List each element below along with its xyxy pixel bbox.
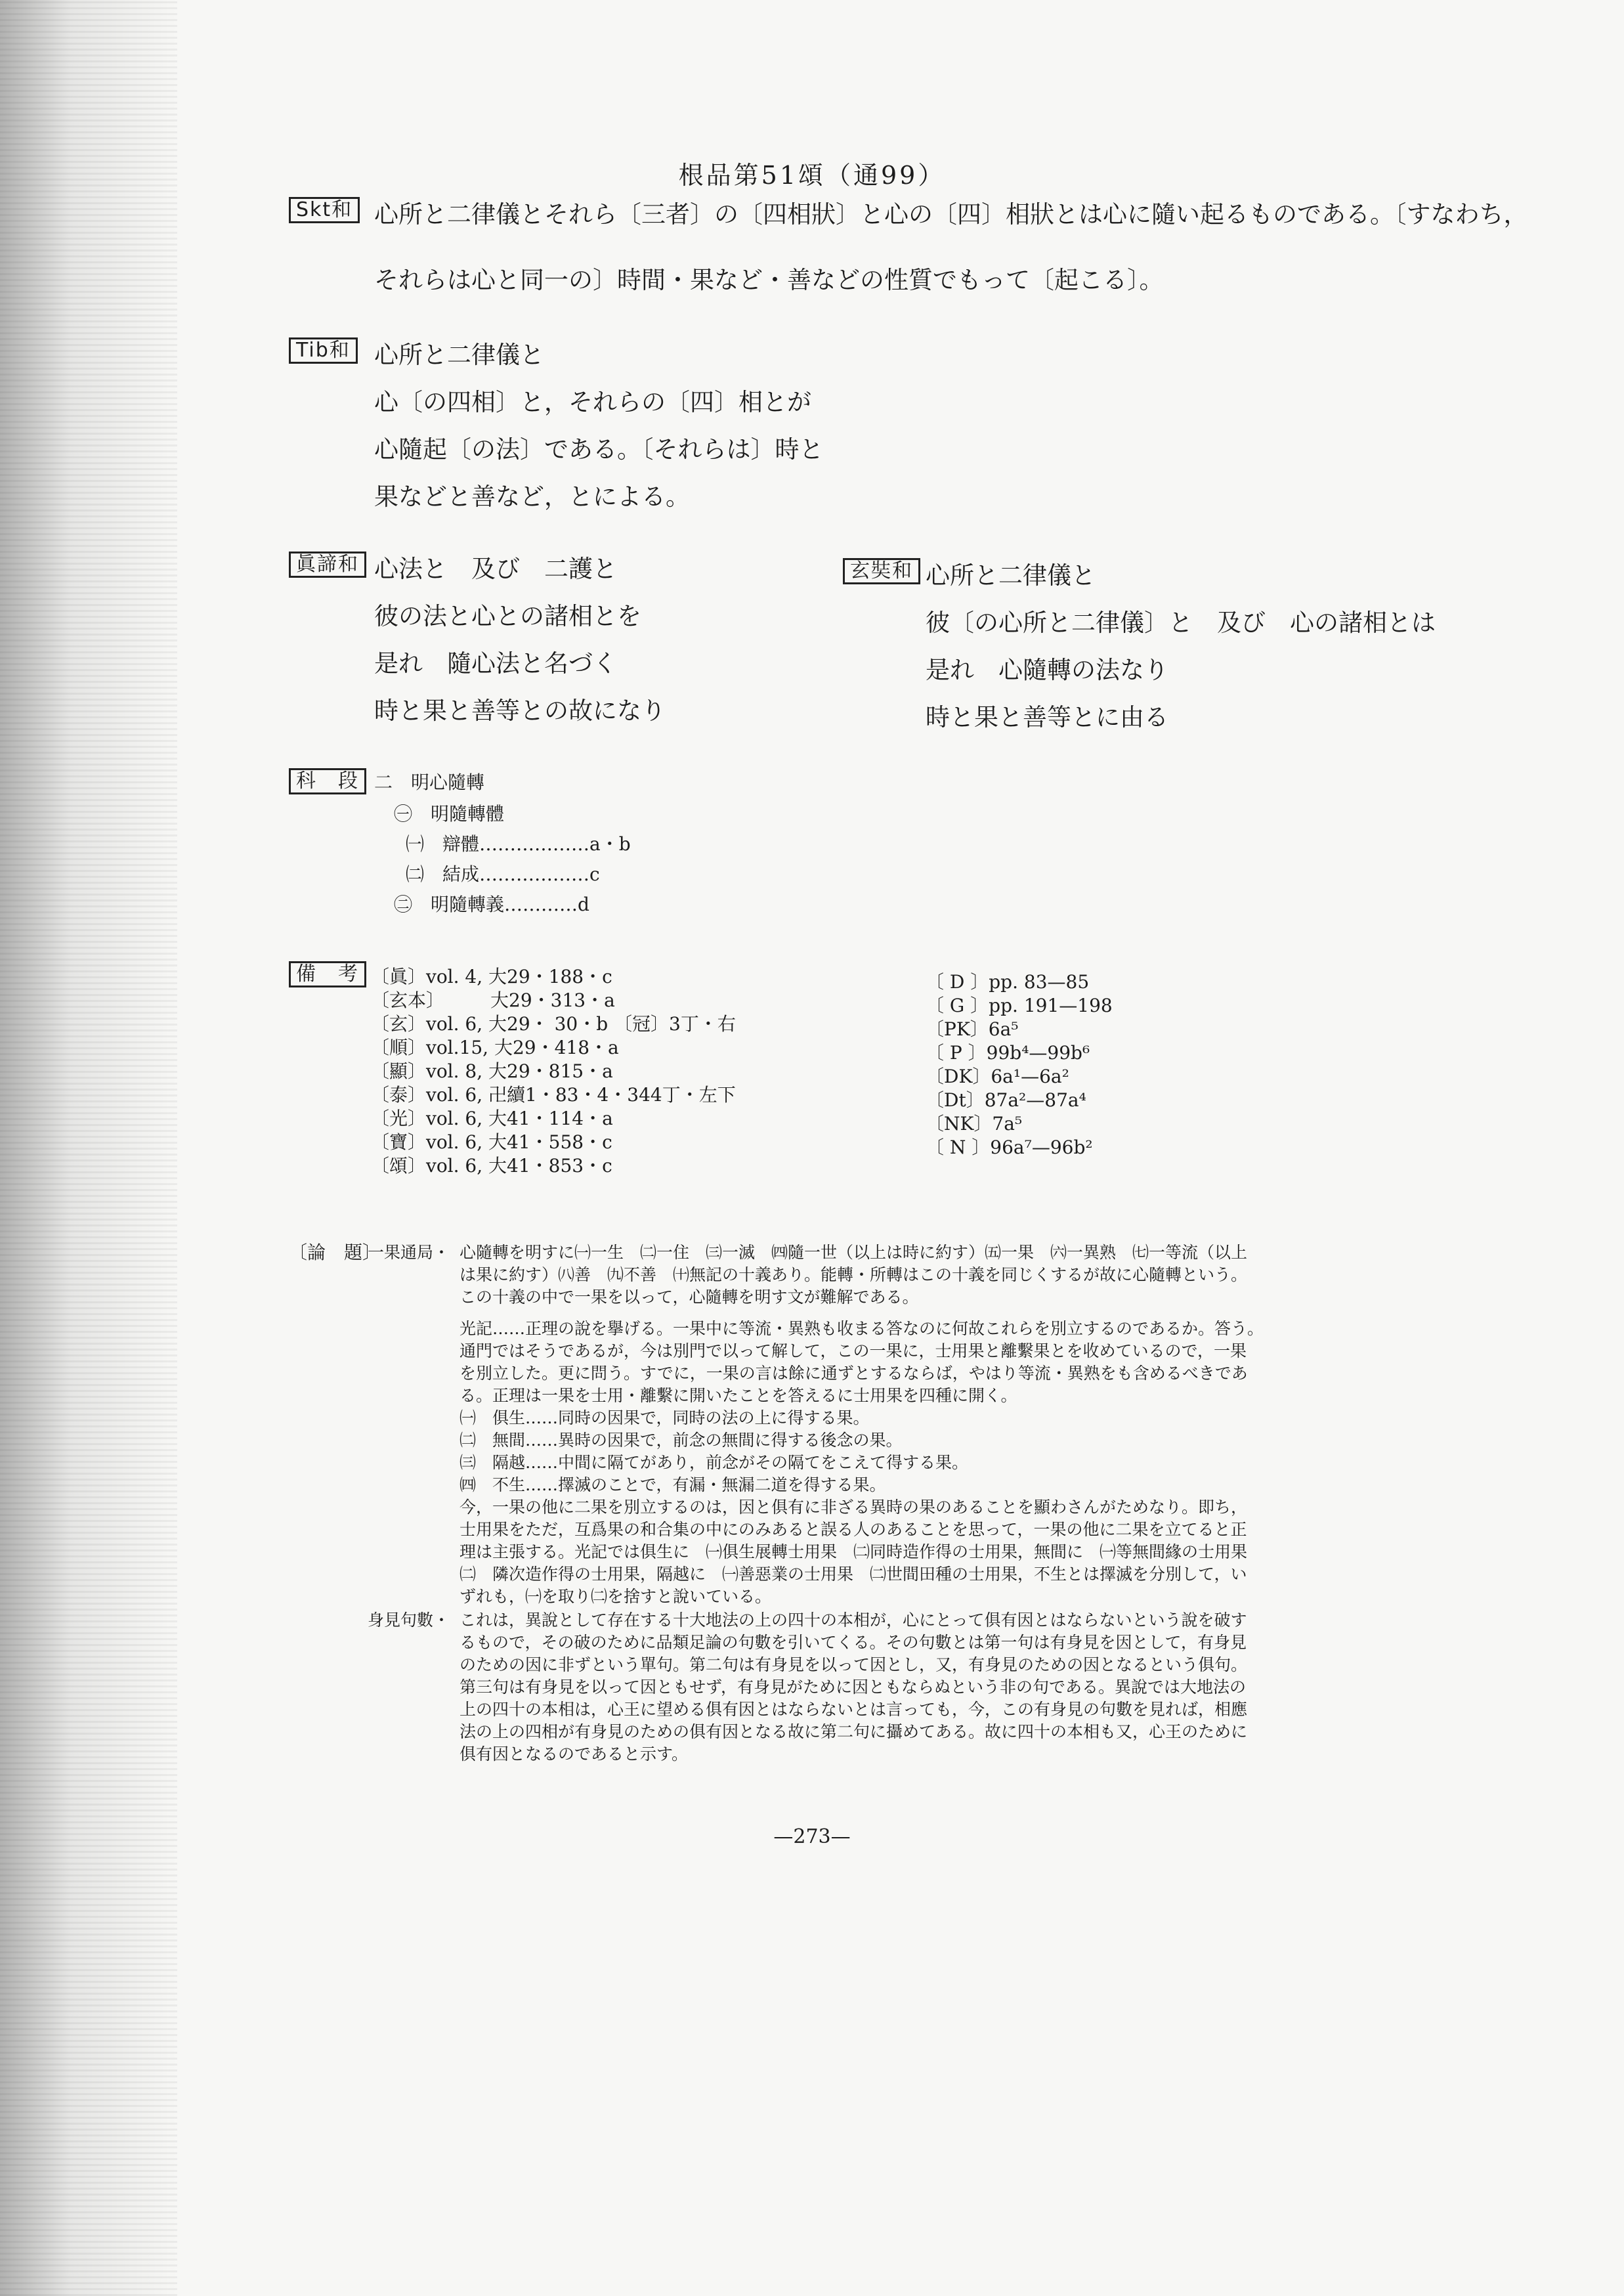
rondai-item1-line-6: を別立した。更に問う。すでに，一果の言は餘に通ずとするならば，やはり等流・異熟をも含めるべきであ	[459, 1364, 1248, 1383]
rondai-tag: 〔論 題〕	[289, 1242, 381, 1263]
biko-left-4: 〔順〕vol.15, 大29・418・a	[371, 1037, 619, 1058]
rondai-item2-line-5: 上の四十の本相は，心王に望める俱有因とはならないとは言っても，今，この有身見の句數を見れば，相應	[459, 1700, 1248, 1719]
rondai-item1-line-13: 士用果をただ，互爲果の和合集の中にのみあると誤る人のあることを思って，一果の他に二果を立てると正	[459, 1520, 1247, 1539]
shinta-line-1: 心法と 及び 二護と	[374, 555, 617, 583]
rondai-item2-line-2: るもので，その破のために品類足論の句數を引いてくる。その句數とは第一句は有身見を因として，有身見	[459, 1633, 1247, 1652]
biko-right-3: 〔PK〕6a⁵	[926, 1018, 1019, 1040]
shinta-line-2: 彼の法と心との諸相とを	[374, 602, 641, 630]
rondai-item1-line-8: ㈠ 俱生……同時の因果で，同時の法の上に得する果。	[459, 1408, 870, 1427]
biko-left-6: 〔泰〕vol. 6, 卍續1・83・4・344丁・左下	[371, 1084, 736, 1106]
rondai-item1-line-3: この十義の中で一果を以って，心隨轉を明す文が難解である。	[459, 1288, 919, 1307]
biko-right-8: 〔 N 〕96a⁷—96b²	[926, 1137, 1093, 1158]
rondai-item2-line-4: 第三句は有身見を以って因ともせず，有身見がために因ともならぬという非の句である。異說では大地法の	[459, 1678, 1247, 1697]
rondai-item2-line-7: 俱有因となるのであると示す。	[459, 1744, 689, 1764]
genjo-tag: 玄奘和	[843, 558, 920, 584]
biko-right-4: 〔 P 〕99b⁴—99b⁶	[926, 1042, 1090, 1064]
skt-line-2: それらは心と同一の〕時間・果など・善などの性質でもって〔起こる〕。	[374, 266, 1164, 294]
kadan-line-2: ㊀ 明隨轉體	[394, 803, 505, 825]
rondai-item1-line-5: 通門ではそうであるが，今は別門で以って解して，この一果に，士用果と離繫果とを收めているので，一果	[459, 1341, 1247, 1360]
biko-left-9: 〔頌〕vol. 6, 大41・853・c	[371, 1155, 612, 1177]
rondai-item1-line-7: る。正理は一果を士用・離繫に開いたことを答えるに士用果を四種に開く。	[459, 1386, 1017, 1405]
biko-left-1: 〔眞〕vol. 4, 大29・188・c	[371, 966, 612, 987]
rondai-item1-line-14: 理は主張する。光記では俱生に ㈠俱生展轉士用果 ㈡同時造作得の士用果，無間に ㈠等無間緣の士用果	[459, 1542, 1248, 1561]
skt-tag: Skt和	[289, 197, 360, 223]
shinta-line-4: 時と果と善等との故になり	[374, 697, 666, 725]
rondai-item2-line-1: これは，異說として存在する十大地法の上の四十の本相が，心にとって俱有因とはならないという說を破す	[459, 1611, 1247, 1630]
rondai-item1-line-12: 今，一果の他に二果を別立するのは，因と俱有に非ざる異時の果のあることを顯わさんがためなり。即ち，	[459, 1498, 1248, 1517]
biko-right-6: 〔Dt〕87a²—87a⁴	[926, 1089, 1086, 1111]
page-number: —273—	[773, 1825, 851, 1848]
biko-right-5: 〔DK〕6a¹—6a²	[926, 1066, 1069, 1087]
rondai-item1-line-2: は果に約す）㈧善 ㈨不善 ㈩無記の十義あり。能轉・所轉はこの十義を同じくするが故に心隨轉という。	[459, 1265, 1248, 1284]
biko-left-5: 〔顯〕vol. 8, 大29・815・a	[371, 1060, 613, 1082]
kadan-tag: 科 段	[289, 768, 366, 794]
biko-right-2: 〔 G 〕pp. 191—198	[926, 995, 1113, 1016]
rondai-item1-line-11: ㈣ 不生……擇滅のことで，有漏・無漏二道を得する果。	[459, 1475, 886, 1494]
biko-left-7: 〔光〕vol. 6, 大41・114・a	[371, 1108, 613, 1129]
kadan-line-4: ㈡ 結成………………c	[406, 863, 600, 885]
biko-left-2: 〔玄本〕 大29・313・a	[371, 989, 615, 1011]
page-heading: 根品第51頌（通99）	[678, 161, 946, 190]
shinta-line-3: 是れ 隨心法と名づく	[374, 649, 617, 678]
tib-tag: Tib和	[289, 337, 358, 364]
kadan-line-3: ㈠ 辯體………………a・b	[406, 833, 631, 855]
tib-line-4: 果などと善など，とによる。	[374, 483, 690, 511]
tib-line-2: 心〔の四相〕と，それらの〔四〕相とが	[374, 388, 811, 416]
rondai-item1-line-15: ㈡ 隣次造作得の士用果，隔越に ㈠善惡業の士用果 ㈡世間田種の士用果，不生とは擇滅を分別して，い	[459, 1565, 1247, 1584]
biko-left-8: 〔寶〕vol. 6, 大41・558・c	[371, 1131, 612, 1153]
rondai-item2-line-3: のための因に非ずという單句。第二句は有身見を以って因とし，又，有身見のための因となるという俱句。	[459, 1655, 1248, 1674]
biko-right-7: 〔NK〕7a⁵	[926, 1113, 1023, 1135]
rondai-item1-line-1: 心隨轉を明すに㈠一生 ㈡一住 ㈢一滅 ㈣隨一世（以上は時に約す）㈤一果 ㈥一異熟 ㈦一等流（以上	[459, 1243, 1248, 1262]
rondai-item2-label: 身見句數・	[368, 1611, 450, 1630]
rondai-item1-line-9: ㈡ 無間……異時の因果で，前念の無間に得する後念の果。	[459, 1431, 903, 1450]
biko-left-3: 〔玄〕vol. 6, 大29・ 30・b 〔冠〕3丁・右	[371, 1013, 736, 1035]
kadan-line-5: ㊁ 明隨轉義…………d	[394, 894, 589, 915]
rondai-item1-line-4: 光記……正理の說を擧げる。一果中に等流・異熟も收まる答なのに何故これらを別立するのであるか。答う。	[459, 1319, 1264, 1338]
rondai-item1-line-10: ㈢ 隔越……中間に隔てがあり，前念がその隔てをこえて得する果。	[459, 1453, 969, 1472]
tib-line-1: 心所と二律儀と	[374, 341, 544, 369]
genjo-line-4: 時と果と善等とに由る	[926, 703, 1168, 731]
kadan-line-1: 二 明心隨轉	[374, 771, 485, 793]
genjo-line-1: 心所と二律儀と	[926, 561, 1096, 590]
rondai-item1-line-16: ずれも，㈠を取り㈡を捨すと說いている。	[459, 1587, 772, 1606]
biko-right-1: 〔 D 〕pp. 83—85	[926, 971, 1090, 993]
skt-line-1: 心所と二律儀とそれら〔三者〕の〔四相狀〕と心の〔四〕相狀とは心に隨い起るものである。〔すなわち，	[374, 200, 1528, 228]
biko-tag: 備 考	[289, 961, 366, 987]
rondai-item2-line-6: 法の上の四相が有身見のための俱有因となる故に第二句に攝めてある。故に四十の本相も又，心王のために	[459, 1722, 1248, 1741]
scan-edge-shadow	[0, 0, 177, 2296]
genjo-line-2: 彼〔の心所と二律儀〕と 及び 心の諸相とは	[926, 609, 1436, 637]
rondai-item1-label: 一果通局・	[368, 1243, 450, 1262]
tib-line-3: 心隨起〔の法〕である。〔それらは〕時と	[374, 435, 824, 464]
shinta-tag: 眞諦和	[289, 552, 366, 578]
genjo-line-3: 是れ 心隨轉の法なり	[926, 656, 1168, 684]
